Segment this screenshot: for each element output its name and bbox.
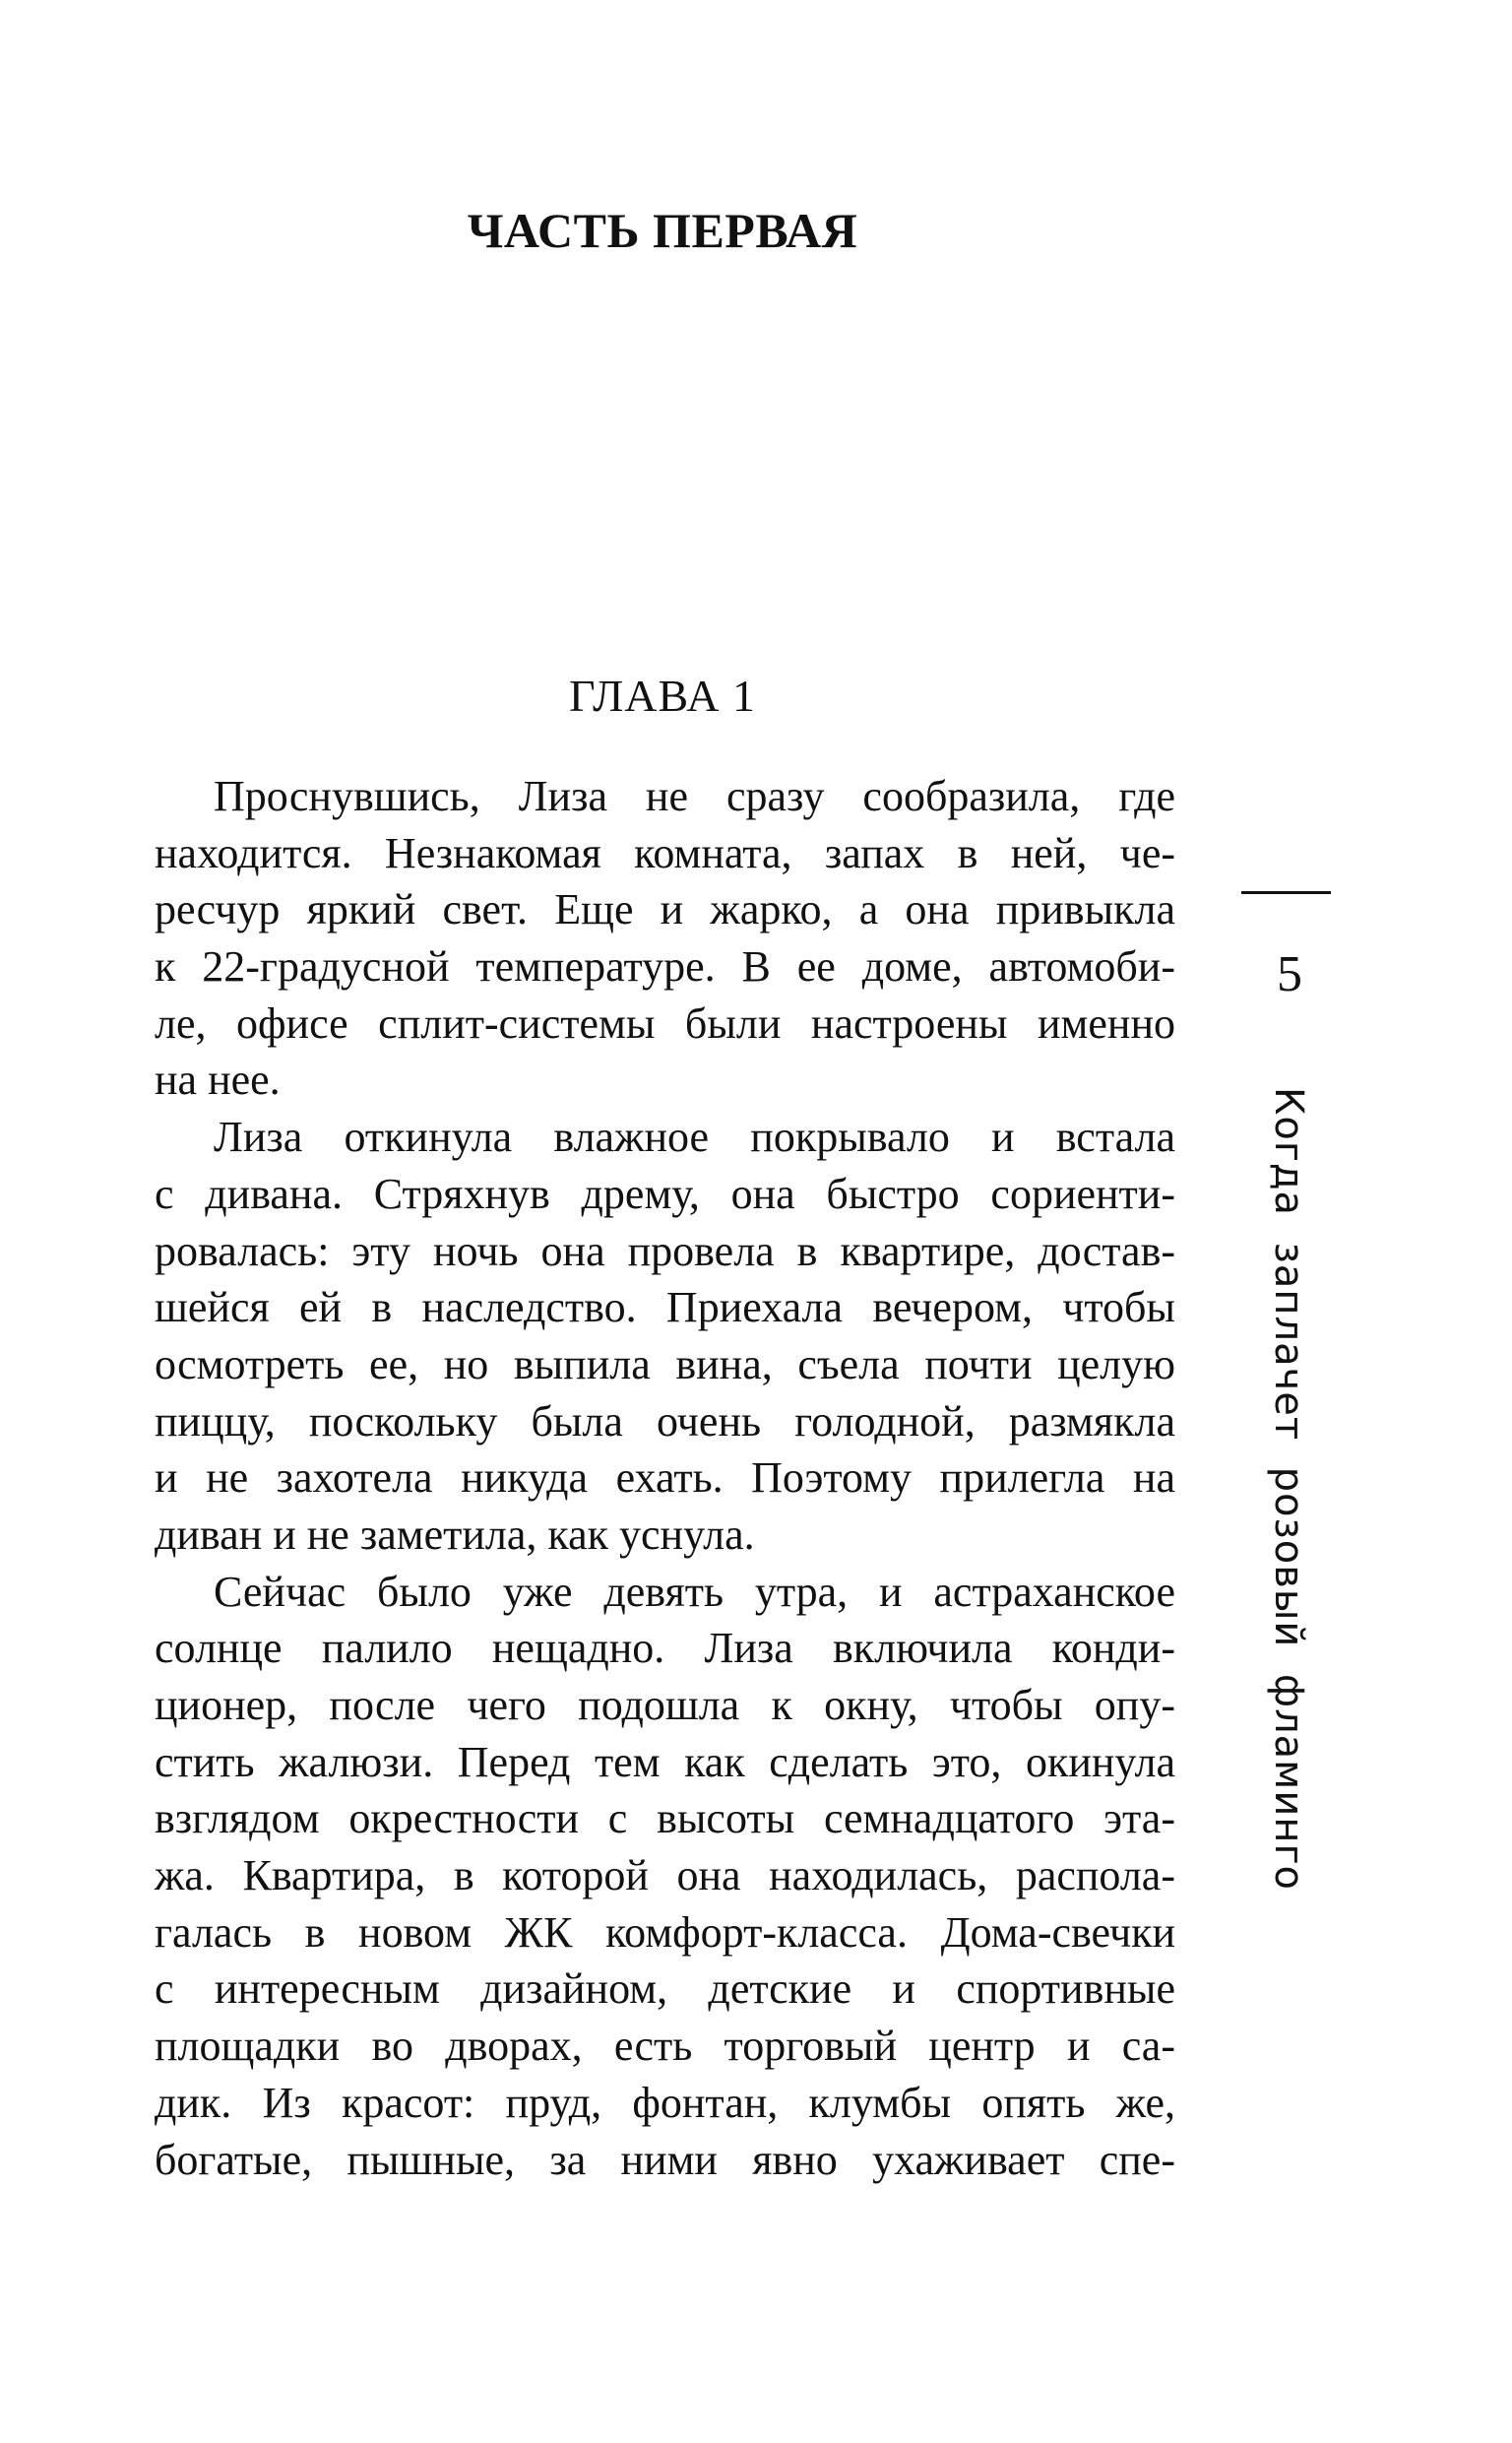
running-title: Когда заплачет розовый фламинго	[1266, 1087, 1311, 1891]
text-line: и не захотела никуда ехать. Поэтому прилегла на	[155, 1453, 1175, 1503]
body-text	[155, 768, 1175, 2188]
text-line: с дивана. Стряхнув дрему, она быстро сориенти-	[155, 1169, 1175, 1218]
text-line: ровалась: эту ночь она провела в квартире, достав-	[155, 1226, 1175, 1275]
text-line: шейся ей в наследство. Приехала вечером, чтобы	[155, 1283, 1175, 1332]
text-line: пиццу, поскольку была очень голодной, размякла	[155, 1396, 1175, 1446]
page-number: 5	[1277, 946, 1302, 1002]
text-line: ционер, после чего подошла к окну, чтобы опу-	[155, 1681, 1175, 1729]
text-line: на нее.	[155, 1056, 281, 1105]
text-line: Сейчас было уже девять утра, и астраханское	[214, 1567, 1175, 1616]
text-line: площадки во дворах, есть торговый центр и са-	[155, 2022, 1175, 2071]
text-line: Проснувшись, Лиза не сразу сообразила, где	[214, 772, 1175, 820]
text-line: осмотреть ее, но выпила вина, съела почти целую	[155, 1339, 1175, 1388]
text-line: жа. Квартира, в которой она находилась, распола-	[155, 1851, 1175, 1900]
chapter-title: ГЛАВА 1	[568, 671, 757, 721]
text-line: стить жалюзи. Перед тем как сделать это, окинула	[155, 1737, 1175, 1786]
text-line: Лиза откинула влажное покрывало и встала	[214, 1113, 1175, 1162]
text-line: богатые, пышные, за ними явно ухаживает спе-	[155, 2135, 1175, 2184]
text-line: с интересным дизайном, детские и спортивные	[155, 1964, 1175, 2014]
text-line: взглядом окрестности с высоты семнадцатого эта-	[155, 1794, 1175, 1843]
text-line: к 22-градусной температуре. В ее доме, автомоби-	[155, 942, 1175, 992]
text-line: ле, офисе сплит-системы были настроены именно	[155, 998, 1175, 1048]
text-line: диван и не заметила, как уснула.	[155, 1510, 755, 1559]
part-title: ЧАСТЬ ПЕРВАЯ	[467, 203, 858, 258]
text-line: галась в новом ЖК комфорт-класса. Дома-свечки	[155, 1907, 1175, 1957]
text-line: солнце палило нещадно. Лиза включила конди-	[155, 1624, 1175, 1673]
text-line: ресчур яркий свет. Еще и жарко, а она привыкла	[155, 885, 1175, 934]
text-line: дик. Из красот: пруд, фонтан, клумбы опять же,	[155, 2078, 1175, 2127]
page-number-rule	[1241, 891, 1331, 894]
text-line: находится. Незнакомая комната, запах в ней, че-	[155, 828, 1175, 877]
